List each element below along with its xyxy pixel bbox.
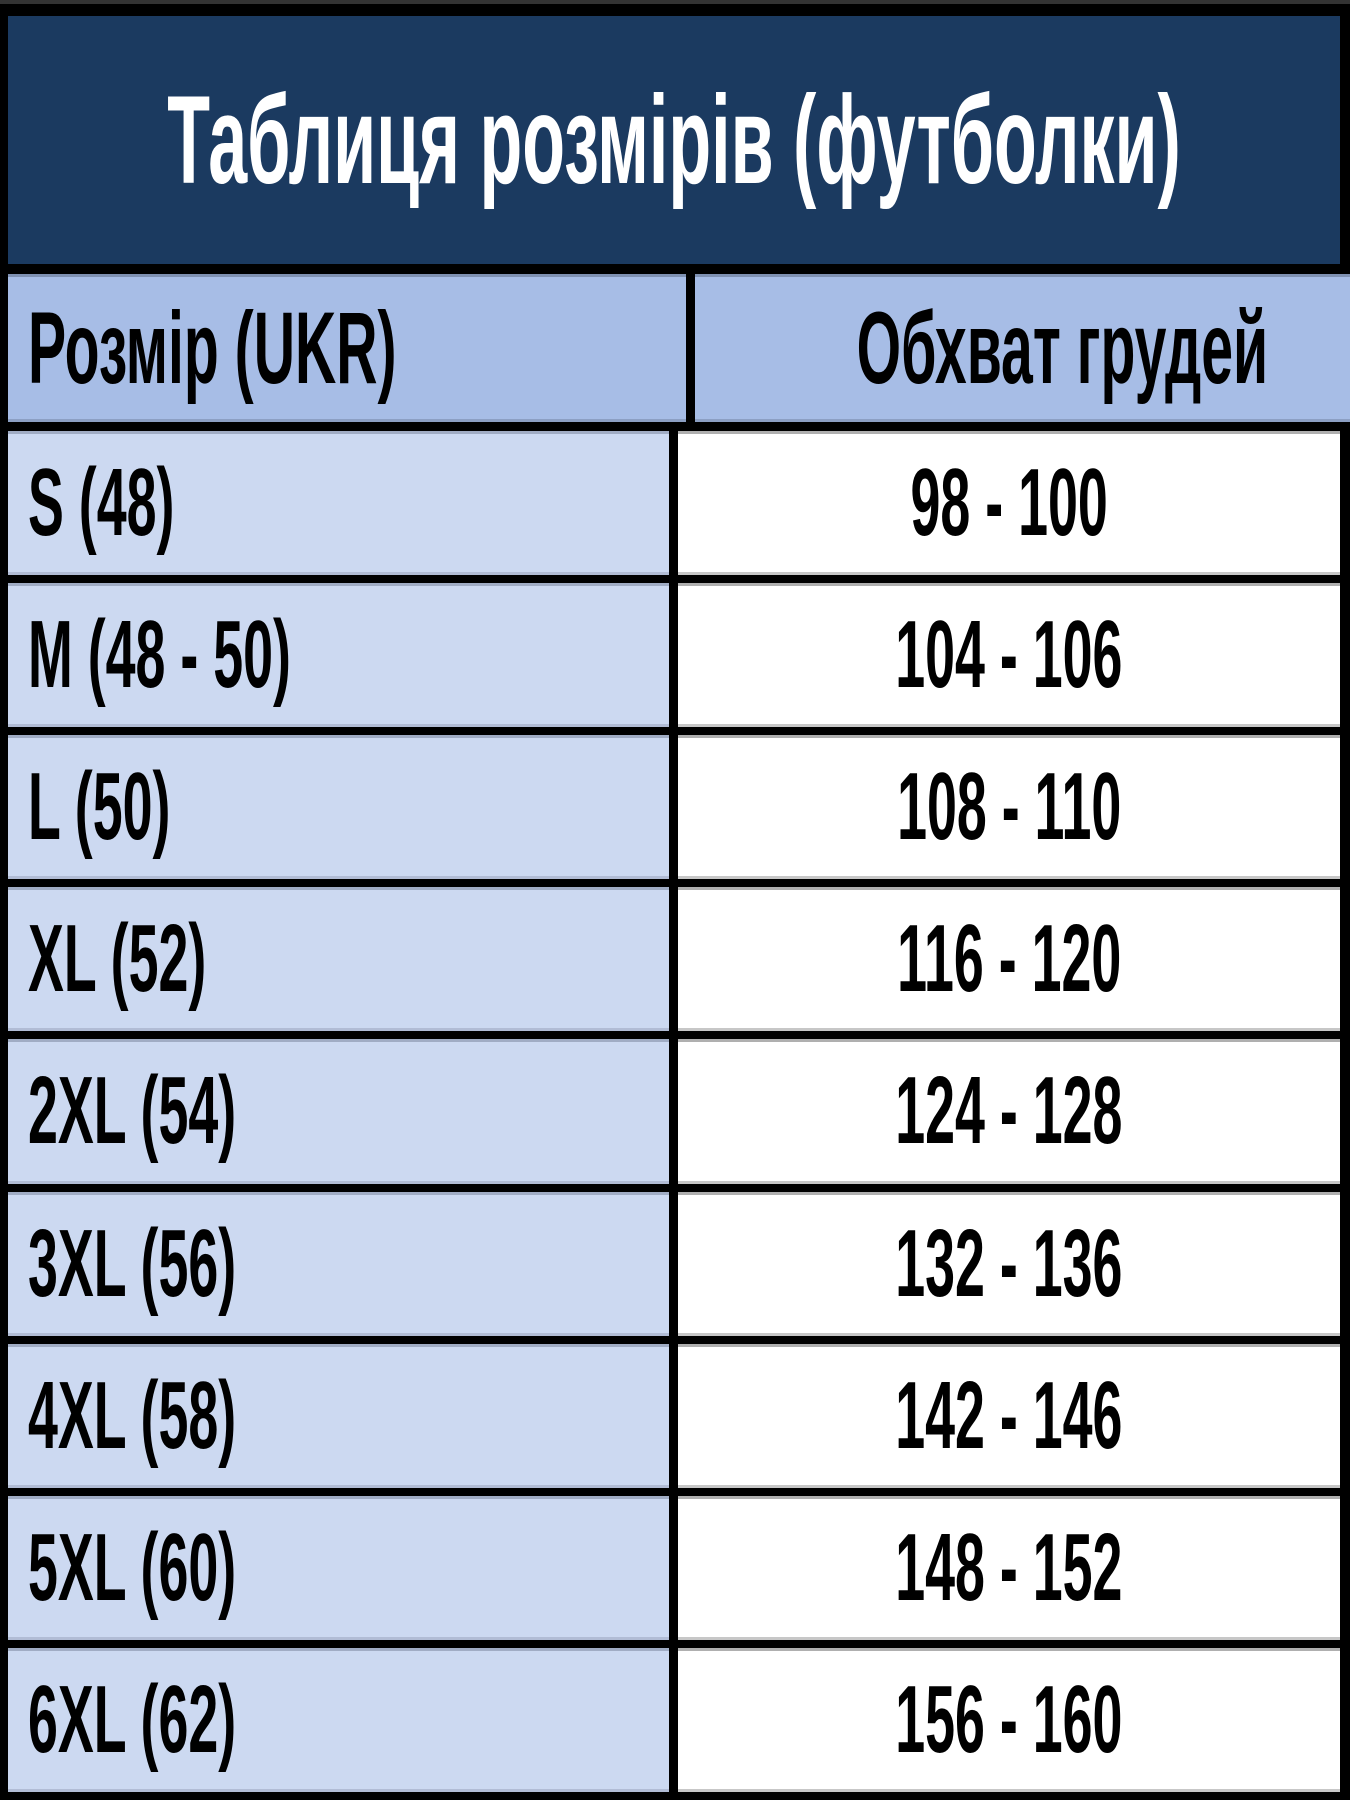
chest-value: 98 - 100 — [910, 449, 1108, 557]
size-label: XL (52) — [28, 905, 207, 1013]
title-band — [8, 16, 1340, 274]
size-cell — [8, 1496, 669, 1640]
column-divider — [669, 1648, 678, 1792]
chest-value: 132 - 136 — [895, 1209, 1123, 1317]
column-divider — [686, 274, 695, 422]
column-divider — [669, 735, 678, 879]
size-cell — [8, 1344, 669, 1488]
column-divider — [669, 1039, 678, 1183]
size-label: M (48 - 50) — [28, 601, 291, 709]
column-divider — [669, 1496, 678, 1640]
chest-value: 108 - 110 — [896, 753, 1121, 861]
chest-cell — [678, 735, 1340, 879]
chest-value: 148 - 152 — [895, 1513, 1123, 1621]
column-header-chest — [695, 274, 1350, 422]
table-row — [8, 1039, 1340, 1191]
size-label: 5XL (60) — [28, 1513, 237, 1621]
table-row — [8, 887, 1340, 1039]
size-label: L (50) — [28, 753, 171, 861]
table-body — [8, 431, 1340, 1792]
column-header-size-label: Розмір (UKR) — [28, 291, 397, 405]
chest-cell — [678, 583, 1340, 727]
size-label: 3XL (56) — [28, 1209, 237, 1317]
column-divider — [669, 1344, 678, 1488]
table-row — [8, 1496, 1340, 1648]
chest-cell — [678, 1344, 1340, 1488]
chest-cell — [678, 1496, 1340, 1640]
size-label: 6XL (62) — [28, 1665, 237, 1773]
size-cell — [8, 735, 669, 879]
size-label: 4XL (58) — [28, 1361, 237, 1469]
page-title: Таблиця розмірів (футболки) — [167, 70, 1181, 210]
size-cell — [8, 583, 669, 727]
chest-value: 124 - 128 — [895, 1057, 1123, 1165]
size-label: S (48) — [28, 449, 175, 557]
table-header-row — [8, 274, 1340, 431]
size-cell — [8, 431, 669, 575]
size-cell — [8, 887, 669, 1031]
column-divider — [669, 583, 678, 727]
column-divider — [669, 431, 678, 575]
table-row — [8, 1648, 1340, 1792]
table-row — [8, 1344, 1340, 1496]
size-label: 2XL (54) — [28, 1057, 237, 1165]
chest-value: 142 - 146 — [895, 1361, 1123, 1469]
chest-value: 156 - 160 — [895, 1665, 1123, 1773]
column-header-chest-label: Обхват грудей — [856, 291, 1269, 405]
chest-cell — [678, 887, 1340, 1031]
chest-value: 116 - 120 — [896, 905, 1121, 1013]
column-header-size — [8, 274, 686, 422]
chest-cell — [678, 1192, 1340, 1336]
size-cell — [8, 1648, 669, 1792]
column-divider — [669, 1192, 678, 1336]
column-divider — [669, 887, 678, 1031]
table-row — [8, 583, 1340, 735]
chest-cell — [678, 1648, 1340, 1792]
table-row — [8, 431, 1340, 583]
chest-value: 104 - 106 — [895, 601, 1123, 709]
table-row — [8, 1192, 1340, 1344]
size-cell — [8, 1039, 669, 1183]
chest-cell — [678, 1039, 1340, 1183]
chest-cell — [678, 431, 1340, 575]
table-row — [8, 735, 1340, 887]
size-cell — [8, 1192, 669, 1336]
